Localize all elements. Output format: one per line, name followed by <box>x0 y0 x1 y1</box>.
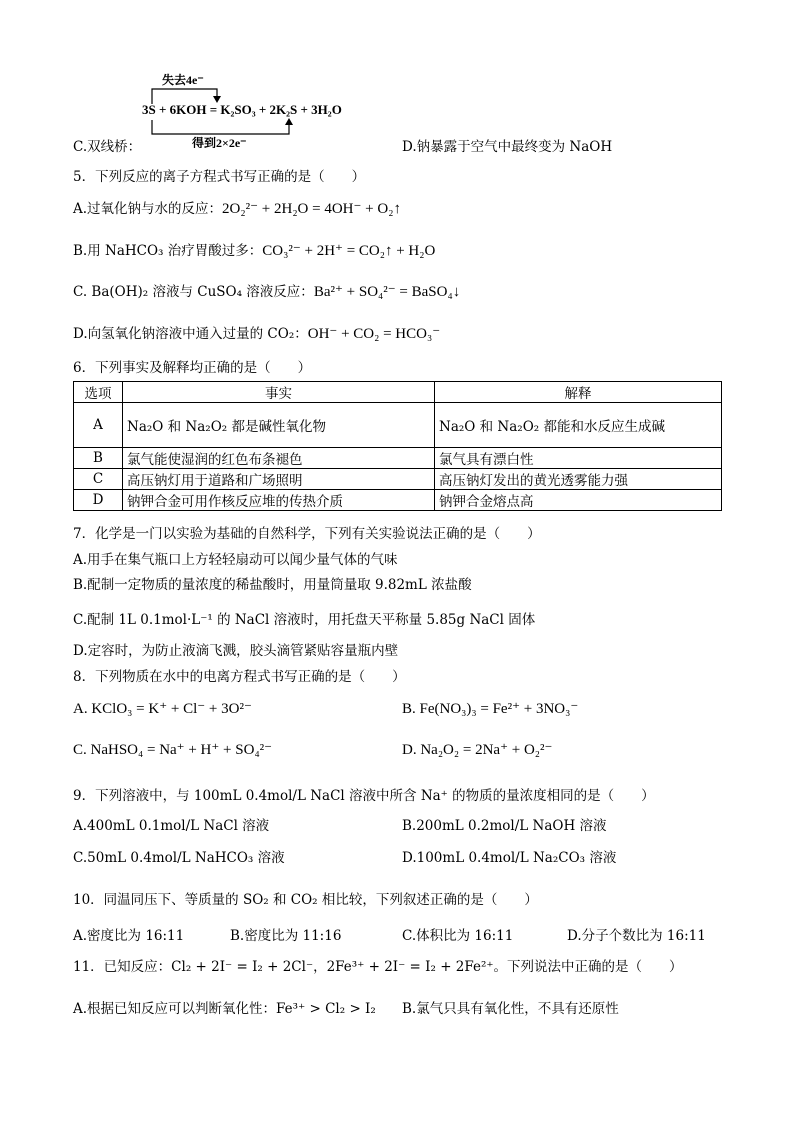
table-header-row <box>74 382 722 403</box>
q10-option-c: C.体积比为 16:11 <box>402 928 514 944</box>
row-fact: Na₂O 和 Na₂O₂ 都是碱性氧化物 <box>123 403 435 448</box>
q7-stem: 7．化学是一门以实验为基础的自然科学，下列有关实验说法正确的是（ ） <box>73 526 541 542</box>
q11-option-b: B.氯气只具有氧化性，不具有还原性 <box>402 1001 619 1017</box>
q9-stem: 9．下列溶液中，与 100mL 0.4mol/L NaCl 溶液中所含 Na⁺ 的物质的量浓度相同的是（ ） <box>73 788 655 804</box>
q5-a-text: A.过氧化钠与水的反应： <box>73 201 223 217</box>
row-fact: 高压钠灯用于道路和广场照明 <box>123 469 435 490</box>
gain-arrow <box>152 120 289 134</box>
header-fact: 事实 <box>123 382 435 403</box>
q4-option-c: C.双线桥： <box>73 139 142 155</box>
q5-d-equation: OH⁻ + CO₂ = HCO₃⁻ <box>307 326 441 342</box>
gain-electron-label: 得到2×2e⁻ <box>192 136 247 148</box>
q5-b-equation: CO₃²⁻ + 2H⁺ = CO₂↑ + H₂O <box>262 243 436 259</box>
q8-option-c: C. NaHSO₄ = Na⁺ + H⁺ + SO₄²⁻ <box>73 742 273 758</box>
gain-arrowhead <box>285 118 293 125</box>
header-explanation: 解释 <box>435 382 722 403</box>
row-option: A <box>74 403 123 448</box>
q5-c-equation: Ba²⁺ + SO₄²⁻ = BaSO₄↓ <box>313 284 461 300</box>
q5-option-a <box>73 200 401 218</box>
row-option: B <box>74 448 123 469</box>
q5-option-b <box>73 242 435 260</box>
table-row <box>74 490 722 511</box>
q5-option-d <box>73 325 440 343</box>
q7-option-b: B.配制一定物质的量浓度的稀盐酸时，用量筒量取 9.82mL 浓盐酸 <box>73 577 472 593</box>
q9-option-b: B.200mL 0.2mol/L NaOH 溶液 <box>402 818 607 834</box>
row-explanation: 氯气具有漂白性 <box>435 448 722 469</box>
q7-option-a: A.用手在集气瓶口上方轻轻扇动可以闻少量气体的气味 <box>73 552 398 568</box>
q5-d-text: D.向氢氧化钠溶液中通入过量的 CO₂： <box>73 326 308 342</box>
lose-electron-label: 失去4e⁻ <box>162 73 204 87</box>
q5-b-text: B.用 NaHCO₃ 治疗胃酸过多： <box>73 243 263 259</box>
q9-option-d: D.100mL 0.4mol/L Na₂CO₃ 溶液 <box>402 850 617 866</box>
table-row <box>74 403 722 448</box>
q10-option-a: A.密度比为 16:11 <box>73 928 185 944</box>
q11-option-a: A.根据已知反应可以判断氧化性：Fe³⁺ > Cl₂ > I₂ <box>73 1001 376 1017</box>
row-fact: 氯气能使湿润的红色布条褪色 <box>123 448 435 469</box>
q5-stem: 5．下列反应的离子方程式书写正确的是（ ） <box>73 169 366 185</box>
row-fact: 钠钾合金可用作核反应堆的传热介质 <box>123 490 435 511</box>
row-option: D <box>74 490 123 511</box>
q10-option-d: D.分子个数比为 16:11 <box>567 928 706 944</box>
q5-c-text: C. Ba(OH)₂ 溶液与 CuSO₄ 溶液反应： <box>73 284 314 300</box>
row-explanation: 高压钠灯发出的黄光透雾能力强 <box>435 469 722 490</box>
header-option: 选项 <box>74 382 123 403</box>
q8-option-d: D. Na₂O₂ = 2Na⁺ + O₂²⁻ <box>402 742 553 758</box>
q9-option-c: C.50mL 0.4mol/L NaHCO₃ 溶液 <box>73 850 285 866</box>
bridge-equation: 3S + 6KOH = K₂SO₃ + 2K₂S + 3H₂O <box>142 102 342 117</box>
q8-option-a: A. KClO₃ = K⁺ + Cl⁻ + 3O²⁻ <box>73 701 252 717</box>
q7-option-d: D.定容时，为防止液滴飞溅，胶头滴管紧贴容量瓶内壁 <box>73 643 399 659</box>
q7-option-c: C.配制 1L 0.1mol·L⁻¹ 的 NaCl 溶液时，用托盘天平称量 5.85g NaCl 固体 <box>73 612 536 628</box>
q8-option-b: B. Fe(NO₃)₃ = Fe²⁺ + 3NO₃⁻ <box>402 701 579 717</box>
q6-facts-table <box>73 381 722 511</box>
q10-stem: 10．同温同压下、等质量的 SO₂ 和 CO₂ 相比较，下列叙述正确的是（ ） <box>73 892 538 908</box>
q11-stem: 11．已知反应：Cl₂ + 2I⁻ = I₂ + 2Cl⁻，2Fe³⁺ + 2I⁻ = I₂ + 2Fe²⁺。下列说法中正确的是（ ） <box>73 959 683 975</box>
table-row <box>74 448 722 469</box>
q8-stem: 8．下列物质在水中的电离方程式书写正确的是（ ） <box>73 669 406 685</box>
q10-option-b: B.密度比为 11:16 <box>230 928 342 944</box>
q6-stem: 6．下列事实及解释均正确的是（ ） <box>73 360 312 376</box>
q9-option-a: A.400mL 0.1mol/L NaCl 溶液 <box>73 818 270 834</box>
q5-option-c <box>73 283 460 301</box>
row-option: C <box>74 469 123 490</box>
q5-a-equation: 2O₂²⁻ + 2H₂O = 4OH⁻ + O₂↑ <box>222 201 401 217</box>
row-explanation: Na₂O 和 Na₂O₂ 都能和水反应生成碱 <box>435 403 722 448</box>
row-explanation: 钠钾合金熔点高 <box>435 490 722 511</box>
q4-option-d: D.钠暴露于空气中最终变为 NaOH <box>402 139 613 155</box>
table-row <box>74 469 722 490</box>
double-bridge-diagram <box>140 68 350 148</box>
